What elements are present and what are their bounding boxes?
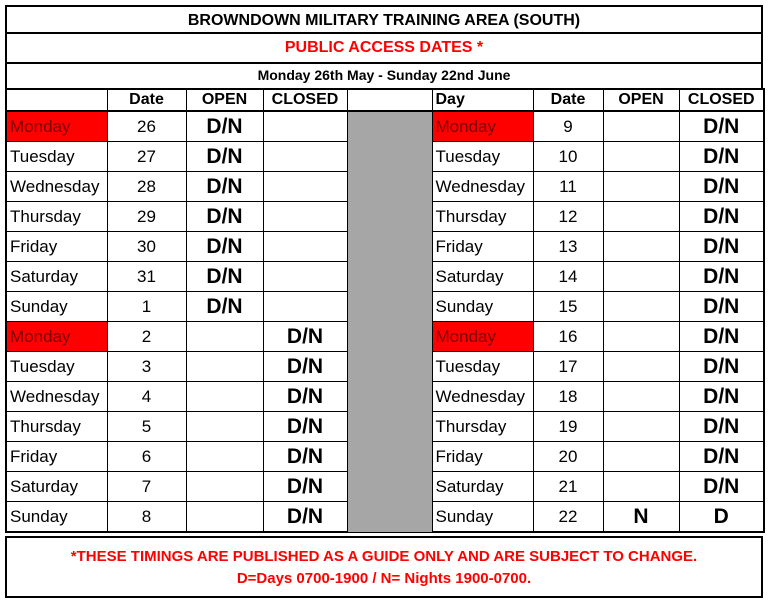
left-open-cell: D/N (186, 111, 263, 142)
right-closed-cell: D/N (679, 382, 764, 412)
right-date-cell: 20 (533, 442, 603, 472)
left-date-cell: 31 (107, 262, 186, 292)
right-closed-cell: D/N (679, 352, 764, 382)
right-open-header: OPEN (603, 89, 679, 111)
right-date-cell: 10 (533, 142, 603, 172)
right-day-cell: Sunday (432, 292, 533, 322)
right-day-cell: Thursday (432, 412, 533, 442)
right-open-cell (603, 412, 679, 442)
left-closed-cell: D/N (263, 322, 347, 352)
left-day-cell: Friday (6, 442, 107, 472)
left-closed-cell (263, 292, 347, 322)
right-open-cell (603, 142, 679, 172)
right-closed-header: CLOSED (679, 89, 764, 111)
left-day-cell: Tuesday (6, 352, 107, 382)
divider-column (347, 111, 432, 532)
left-date-header: Date (107, 89, 186, 111)
right-open-cell (603, 322, 679, 352)
left-date-cell: 4 (107, 382, 186, 412)
right-open-cell: N (603, 502, 679, 533)
right-closed-cell: D/N (679, 412, 764, 442)
right-date-cell: 19 (533, 412, 603, 442)
left-open-cell (186, 442, 263, 472)
left-open-cell (186, 412, 263, 442)
left-closed-cell (263, 142, 347, 172)
right-open-cell (603, 232, 679, 262)
right-open-cell (603, 352, 679, 382)
right-day-cell: Tuesday (432, 352, 533, 382)
right-open-cell (603, 111, 679, 142)
right-closed-cell: D/N (679, 292, 764, 322)
left-date-cell: 26 (107, 111, 186, 142)
right-day-cell: Friday (432, 442, 533, 472)
footer-notice (5, 536, 763, 598)
right-open-cell (603, 472, 679, 502)
left-day-cell: Monday (6, 322, 107, 352)
right-date-cell: 11 (533, 172, 603, 202)
right-day-cell: Monday (432, 111, 533, 142)
right-open-cell (603, 262, 679, 292)
right-day-cell: Wednesday (432, 172, 533, 202)
schedule-sheet (5, 5, 763, 598)
right-day-header: Day (432, 89, 533, 111)
page-subtitle: PUBLIC ACCESS DATES * (5, 34, 763, 64)
left-closed-cell: D/N (263, 472, 347, 502)
left-open-cell (186, 382, 263, 412)
left-date-cell: 8 (107, 502, 186, 533)
left-day-cell: Friday (6, 232, 107, 262)
left-closed-cell: D/N (263, 412, 347, 442)
left-date-cell: 1 (107, 292, 186, 322)
left-closed-cell: D/N (263, 352, 347, 382)
left-day-cell: Saturday (6, 472, 107, 502)
right-closed-cell: D/N (679, 232, 764, 262)
table-row (6, 111, 764, 142)
left-closed-cell (263, 172, 347, 202)
left-date-cell: 7 (107, 472, 186, 502)
left-open-cell: D/N (186, 142, 263, 172)
left-day-header (6, 89, 107, 111)
legend-text: D=Days 0700-1900 / N= Nights 1900-0700. (236, 570, 532, 587)
right-day-cell: Friday (432, 232, 533, 262)
left-date-cell: 29 (107, 202, 186, 232)
right-open-cell (603, 292, 679, 322)
right-day-cell: Thursday (432, 202, 533, 232)
right-date-cell: 14 (533, 262, 603, 292)
right-date-cell: 12 (533, 202, 603, 232)
left-date-cell: 30 (107, 232, 186, 262)
left-closed-cell: D/N (263, 382, 347, 412)
left-open-cell: D/N (186, 232, 263, 262)
left-open-cell: D/N (186, 292, 263, 322)
left-open-cell: D/N (186, 262, 263, 292)
right-closed-cell: D/N (679, 111, 764, 142)
left-date-cell: 6 (107, 442, 186, 472)
right-closed-cell: D (679, 502, 764, 533)
left-date-cell: 5 (107, 412, 186, 442)
right-day-cell: Wednesday (432, 382, 533, 412)
left-day-cell: Monday (6, 111, 107, 142)
left-open-cell: D/N (186, 202, 263, 232)
left-closed-cell (263, 202, 347, 232)
right-date-header: Date (533, 89, 603, 111)
left-closed-cell (263, 111, 347, 142)
right-day-cell: Tuesday (432, 142, 533, 172)
right-closed-cell: D/N (679, 442, 764, 472)
right-date-cell: 13 (533, 232, 603, 262)
right-open-cell (603, 202, 679, 232)
right-date-cell: 22 (533, 502, 603, 533)
right-date-cell: 21 (533, 472, 603, 502)
left-date-cell: 28 (107, 172, 186, 202)
left-day-cell: Wednesday (6, 382, 107, 412)
left-open-cell (186, 502, 263, 533)
right-closed-cell: D/N (679, 202, 764, 232)
left-open-cell: D/N (186, 172, 263, 202)
page-title: BROWNDOWN MILITARY TRAINING AREA (SOUTH) (5, 5, 763, 34)
right-day-cell: Monday (432, 322, 533, 352)
divider-header (347, 89, 432, 111)
left-date-cell: 2 (107, 322, 186, 352)
left-closed-cell (263, 232, 347, 262)
right-closed-cell: D/N (679, 322, 764, 352)
date-range: Monday 26th May - Sunday 22nd June (5, 64, 763, 88)
left-closed-cell: D/N (263, 502, 347, 533)
left-open-cell (186, 322, 263, 352)
left-day-cell: Sunday (6, 292, 107, 322)
left-day-cell: Sunday (6, 502, 107, 533)
disclaimer-text: *THESE TIMINGS ARE PUBLISHED AS A GUIDE ONLY AND ARE SUBJECT TO CHANGE. (70, 548, 698, 565)
left-open-cell (186, 352, 263, 382)
left-day-cell: Thursday (6, 412, 107, 442)
right-date-cell: 9 (533, 111, 603, 142)
left-open-cell (186, 472, 263, 502)
right-day-cell: Saturday (432, 262, 533, 292)
left-open-header: OPEN (186, 89, 263, 111)
left-date-cell: 3 (107, 352, 186, 382)
right-date-cell: 17 (533, 352, 603, 382)
left-day-cell: Saturday (6, 262, 107, 292)
table-body (6, 89, 764, 532)
right-date-cell: 16 (533, 322, 603, 352)
right-day-cell: Sunday (432, 502, 533, 533)
right-closed-cell: D/N (679, 172, 764, 202)
header-row (6, 89, 764, 111)
left-day-cell: Tuesday (6, 142, 107, 172)
left-closed-cell (263, 262, 347, 292)
access-dates-table (5, 88, 765, 533)
left-day-cell: Thursday (6, 202, 107, 232)
left-date-cell: 27 (107, 142, 186, 172)
left-closed-header: CLOSED (263, 89, 347, 111)
right-closed-cell: D/N (679, 472, 764, 502)
left-closed-cell: D/N (263, 442, 347, 472)
right-closed-cell: D/N (679, 262, 764, 292)
right-day-cell: Saturday (432, 472, 533, 502)
right-open-cell (603, 442, 679, 472)
right-date-cell: 15 (533, 292, 603, 322)
left-day-cell: Wednesday (6, 172, 107, 202)
right-open-cell (603, 382, 679, 412)
right-open-cell (603, 172, 679, 202)
right-closed-cell: D/N (679, 142, 764, 172)
right-date-cell: 18 (533, 382, 603, 412)
